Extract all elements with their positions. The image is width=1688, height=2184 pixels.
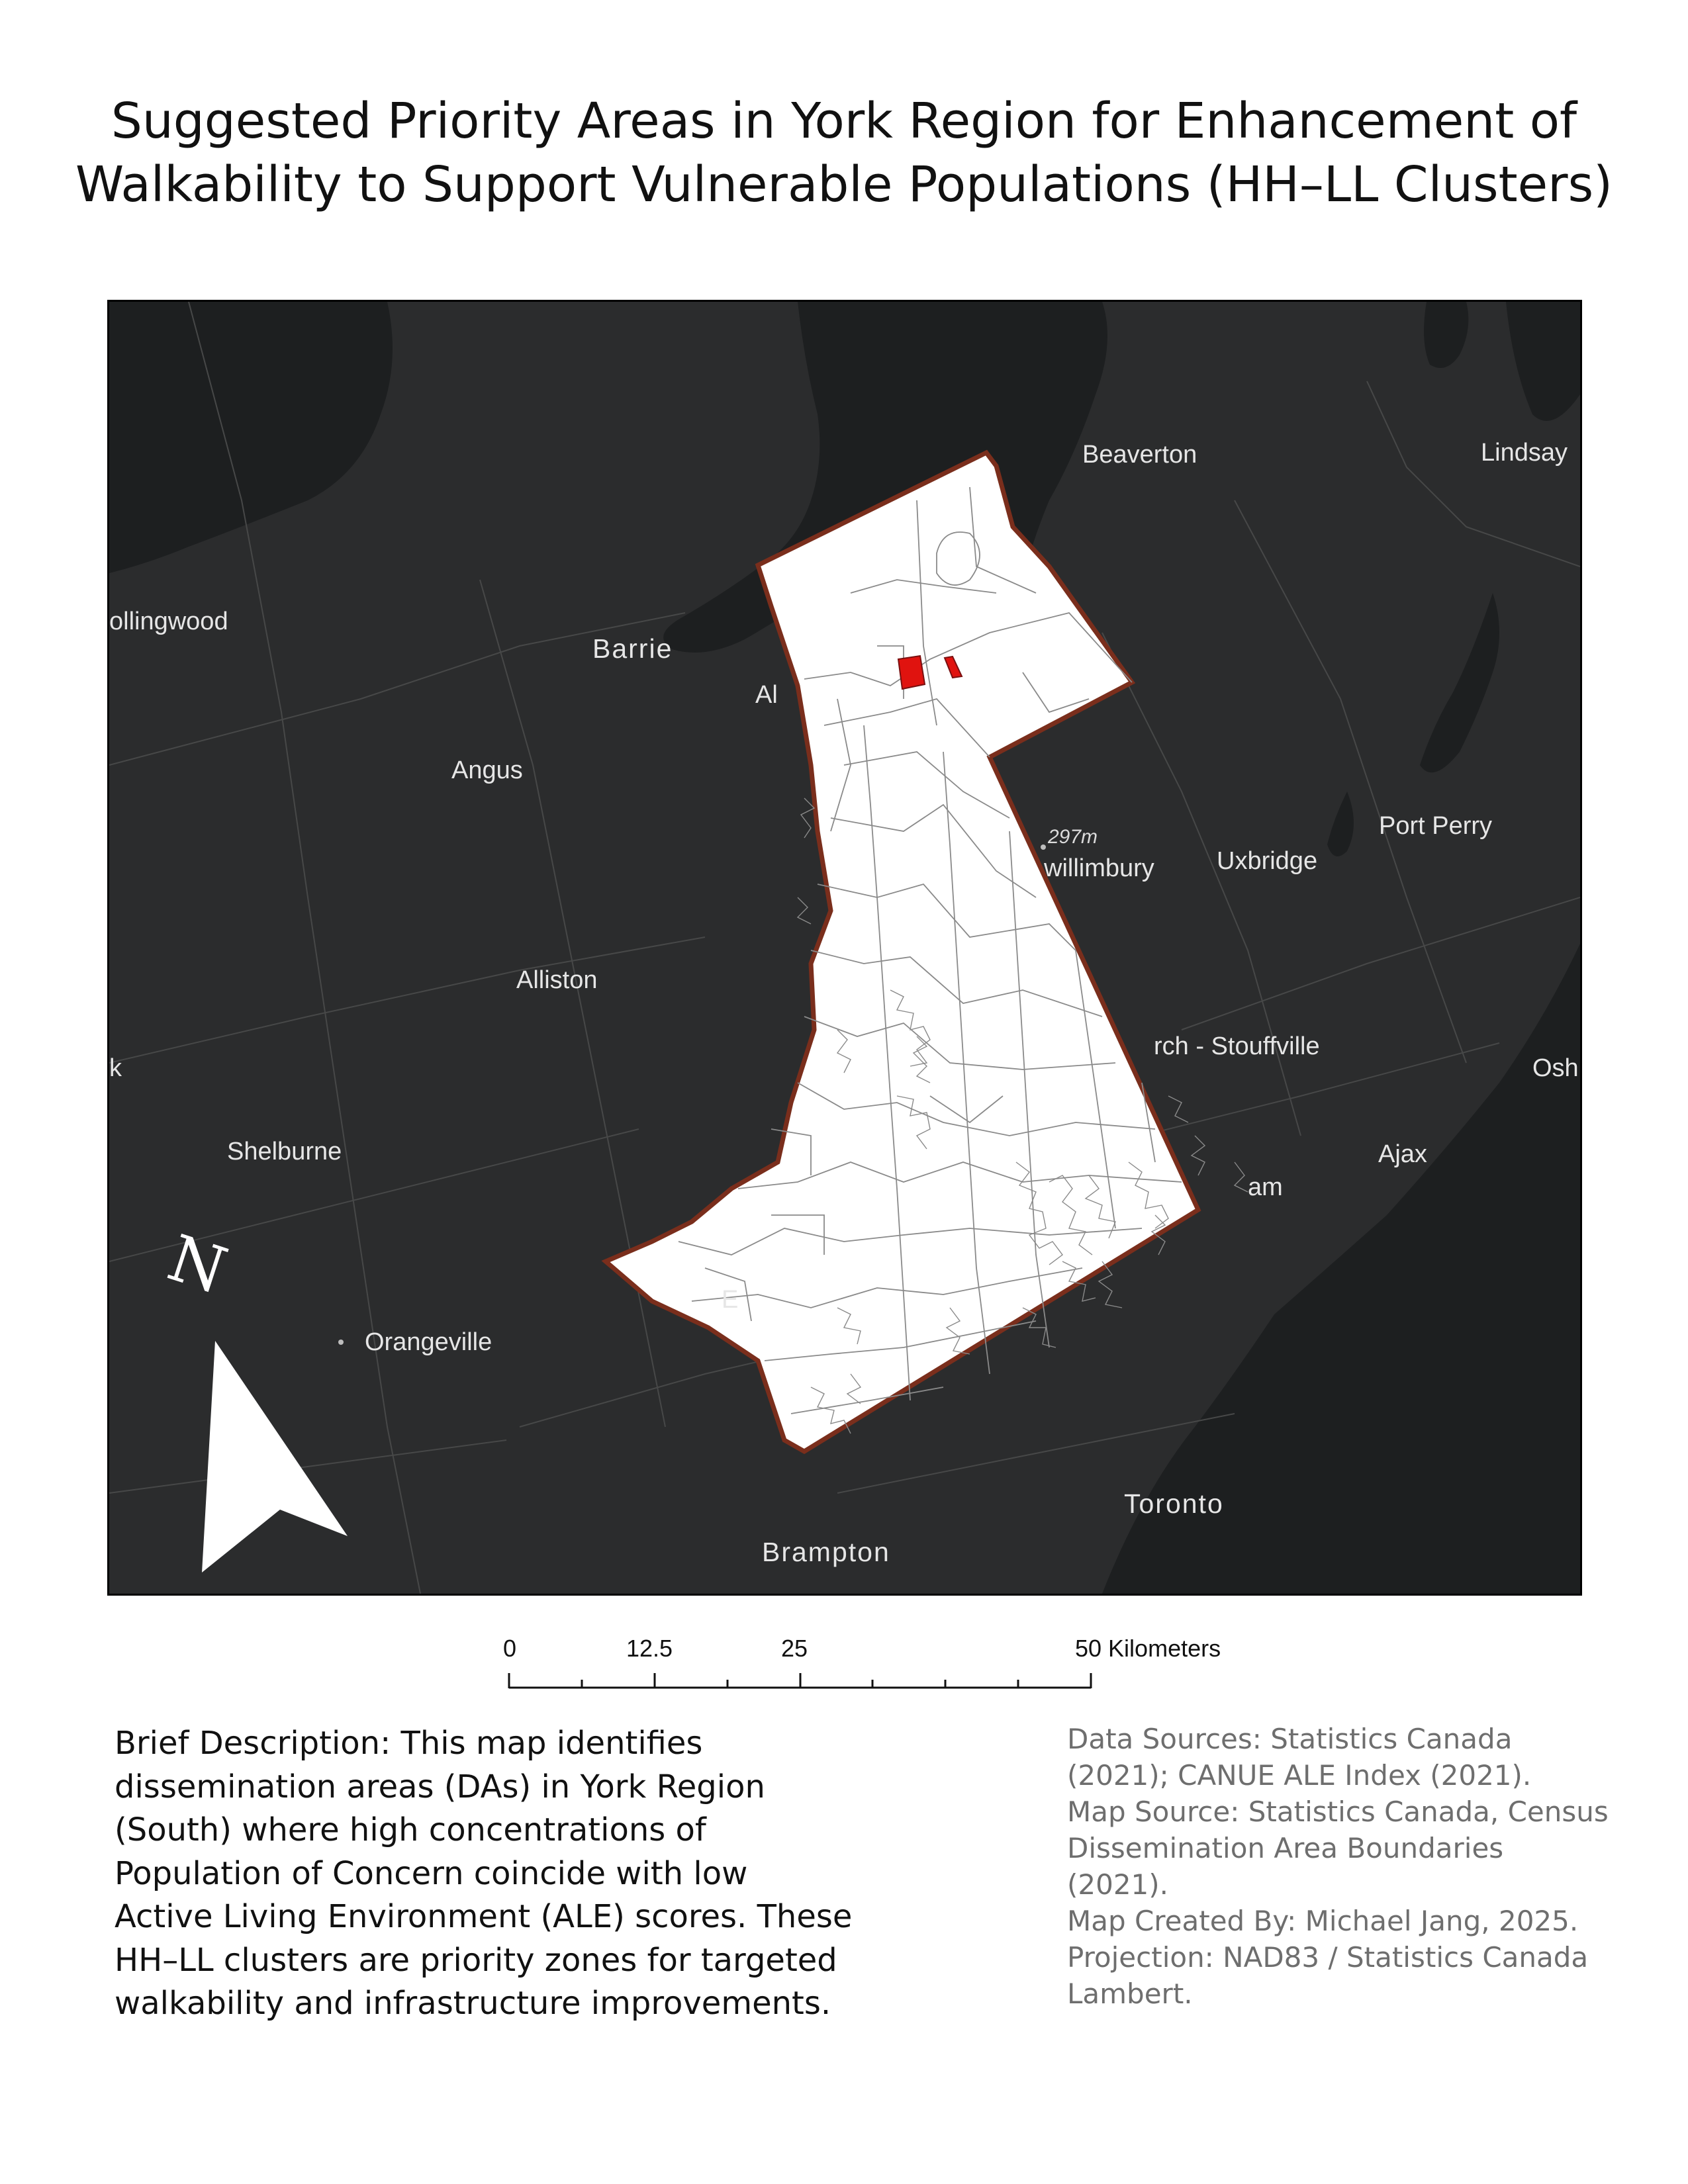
scale-tick-50-km: 50 Kilometers [1075, 1635, 1221, 1662]
place-beaverton: Beaverton [1082, 441, 1197, 469]
place-east-gwillimbury: willimbury [1044, 854, 1154, 882]
elevation-dot [1041, 844, 1046, 850]
brief-description: Brief Description: This map identifies dissemination areas (DAs) in York Region (South) where high concentrations of Population of Concern coincide with low Active Living Environment (ALE) scores. These HH–LL clusters are priority zones for targeted walkability and infrastructure improvements. [115, 1725, 853, 2022]
map-source: Map Source: Statistics Canada, Census Dissemination Area Boundaries (2021). [1067, 1796, 1609, 1901]
basemap[interactable] [109, 302, 1580, 1594]
elevation-label: 297m [1048, 826, 1098, 848]
place-orangeville: Orangeville [365, 1328, 492, 1356]
place-alliston: Alliston [516, 966, 598, 994]
scale-tick-0: 0 [503, 1635, 517, 1662]
map-title-line-1: Suggested Priority Areas in York Region for Enhancement of [111, 93, 1577, 150]
place-lindsay: Lindsay [1481, 439, 1568, 467]
sources-block [1067, 1721, 1610, 2012]
projection: Projection: NAD83 / Statistics Canada Lambert. [1067, 1941, 1589, 2010]
place-angus: Angus [451, 756, 523, 784]
place-markham: am [1248, 1173, 1283, 1201]
scale-tick-25: 25 [781, 1635, 808, 1662]
place-collingwood: ollingwood [109, 608, 228, 635]
place-barrie: Barrie [592, 633, 673, 664]
scale-bar-graphic [490, 1635, 1284, 1707]
map-title-line-2: Walkability to Support Vulnerable Populations (HH–LL Clusters) [75, 156, 1613, 213]
place-partial-k: k [109, 1054, 122, 1082]
scale-tick-12-5: 12.5 [626, 1635, 673, 1662]
place-alcona: Al [755, 681, 778, 709]
place-uxbridge: Uxbridge [1217, 847, 1318, 875]
orangeville-dot [338, 1340, 344, 1345]
map-author: Map Created By: Michael Jang, 2025. [1067, 1905, 1579, 1937]
north-arrow-label: N [160, 1220, 236, 1308]
scale-bar [490, 1635, 1284, 1707]
place-port-perry: Port Perry [1379, 812, 1493, 840]
map-title [0, 89, 1688, 216]
place-oshawa: Osh [1532, 1054, 1579, 1082]
place-brampton: Brampton [762, 1537, 890, 1567]
data-sources: Data Sources: Statistics Canada (2021); CANUE ALE Index (2021). [1067, 1723, 1532, 1792]
place-whitchurch-stouffville: rch - Stouffville [1154, 1032, 1320, 1060]
hh-ll-cluster-1[interactable] [898, 656, 925, 689]
place-shelburne: Shelburne [227, 1138, 342, 1165]
map-frame[interactable] [107, 300, 1582, 1596]
place-toronto: Toronto [1124, 1488, 1224, 1519]
place-ajax: Ajax [1378, 1140, 1427, 1168]
place-bolton: E [722, 1286, 739, 1314]
